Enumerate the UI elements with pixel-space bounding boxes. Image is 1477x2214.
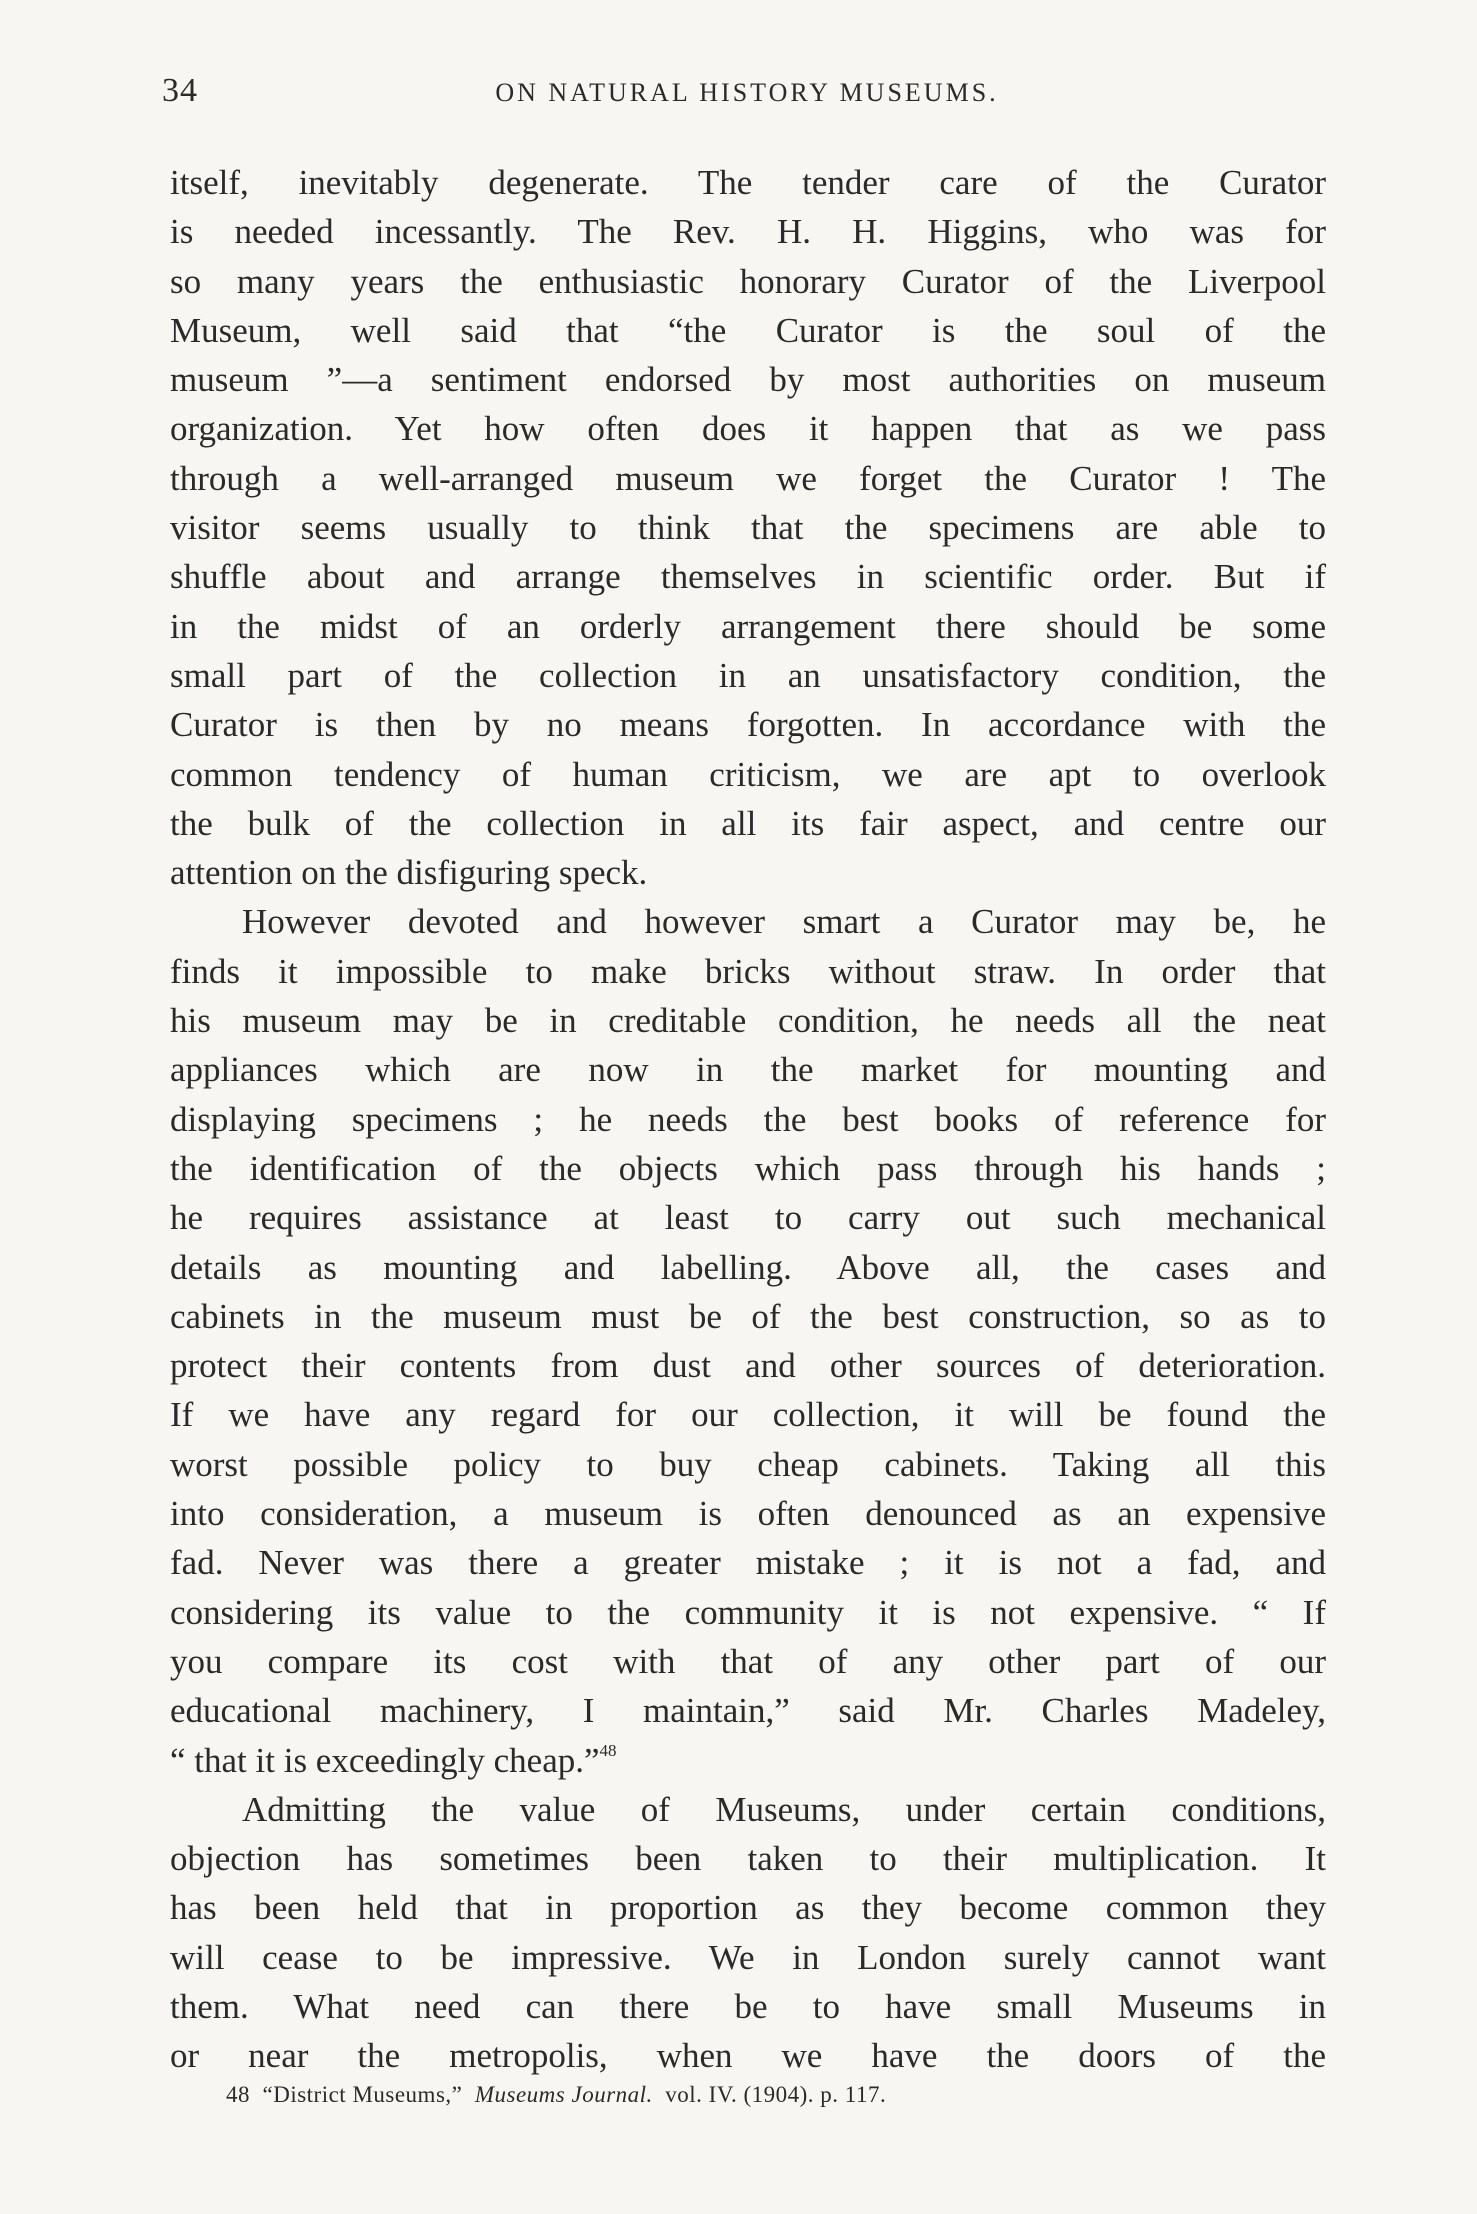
text-line: museum ”—a sentiment endorsed by most authorities on museum [170, 360, 1326, 400]
text-line: Admitting the value of Museums, under certain conditions, [242, 1789, 1326, 1829]
text-line: his museum may be in creditable condition, he needs all the neat [170, 1001, 1326, 1041]
text-line: educational machinery, I maintain,” said Mr. Charles Madeley, [170, 1691, 1326, 1731]
text-line: has been held that in proportion as they become common they [170, 1888, 1326, 1928]
footnote-citation: vol. IV. (1904). p. 117. [665, 2082, 887, 2107]
text-line: Curator is then by no means forgotten. In accordance with the [170, 705, 1326, 745]
text-line: so many years the enthusiastic honorary Curator of the Liverpool [170, 261, 1326, 301]
text-line-with-footnote [170, 1736, 1326, 1785]
footnote [226, 2082, 1226, 2108]
text-line: he requires assistance at least to carry out such mechanical [170, 1198, 1326, 1238]
text-line: cabinets in the museum must be of the best construction, so as to [170, 1296, 1326, 1336]
text-line: attention on the disfiguring speck. [170, 853, 648, 893]
body-text [170, 158, 1326, 2081]
text-line: itself, inevitably degenerate. The tender care of the Curator [170, 163, 1326, 202]
text-line: protect their contents from dust and other sources of deterioration. [170, 1346, 1326, 1386]
text-line: the bulk of the collection in all its fair aspect, and centre our [170, 803, 1326, 843]
footnote-number: 48 [226, 2082, 250, 2107]
page-number: 34 [162, 72, 198, 109]
text-line: organization. Yet how often does it happen that as we pass [170, 409, 1326, 449]
text-line: Museum, well said that “the Curator is the soul of the [170, 310, 1326, 350]
running-title: ON NATURAL HISTORY MUSEUMS. [495, 78, 999, 107]
text-line: common tendency of human criticism, we are apt to overlook [170, 754, 1326, 794]
text-line: small part of the collection in an unsatisfactory condition, the [170, 655, 1326, 695]
text-line: finds it impossible to make bricks without straw. In order that [170, 951, 1326, 991]
text-line: will cease to be impressive. We in London surely cannot want [170, 1937, 1326, 1977]
text-line: shuffle about and arrange themselves in scientific order. But if [170, 557, 1326, 597]
text-line: If we have any regard for our collection, it will be found the [170, 1395, 1326, 1435]
footnote-journal: Museums Journal. [474, 2082, 653, 2107]
text-line: objection has sometimes been taken to their multiplication. It [170, 1839, 1326, 1879]
text-line: through a well-arranged museum we forget the Curator ! The [170, 458, 1326, 498]
footnote-reference[interactable]: 48 [599, 1740, 617, 1760]
text-line: is needed incessantly. The Rev. H. H. Higgins, who was for [170, 212, 1326, 252]
page-header [162, 72, 1332, 122]
text-line-content: “ that it is exceedingly cheap.” [170, 1740, 600, 1780]
text-line: worst possible policy to buy cheap cabinets. Taking all this [170, 1444, 1326, 1484]
text-line: appliances which are now in the market for mounting and [170, 1050, 1326, 1090]
footnote-title: “District Museums,” [262, 2082, 463, 2107]
text-line: visitor seems usually to think that the specimens are able to [170, 508, 1326, 548]
text-line: the identification of the objects which pass through his hands ; [170, 1148, 1326, 1188]
text-line: However devoted and however smart a Curator may be, he [242, 902, 1326, 942]
text-line: them. What need can there be to have small Museums in [170, 1986, 1326, 2026]
text-line: considering its value to the community it is not expensive. “ If [170, 1592, 1326, 1632]
text-line: you compare its cost with that of any other part of our [170, 1641, 1326, 1681]
text-line: or near the metropolis, when we have the doors of the [170, 2036, 1326, 2076]
text-line: fad. Never was there a greater mistake ; it is not a fad, and [170, 1543, 1326, 1583]
text-line: details as mounting and labelling. Above all, the cases and [170, 1247, 1326, 1287]
text-line: into consideration, a museum is often denounced as an expensive [170, 1494, 1326, 1534]
text-line: in the midst of an orderly arrangement there should be some [170, 606, 1326, 646]
text-line: displaying specimens ; he needs the best books of reference for [170, 1099, 1326, 1139]
